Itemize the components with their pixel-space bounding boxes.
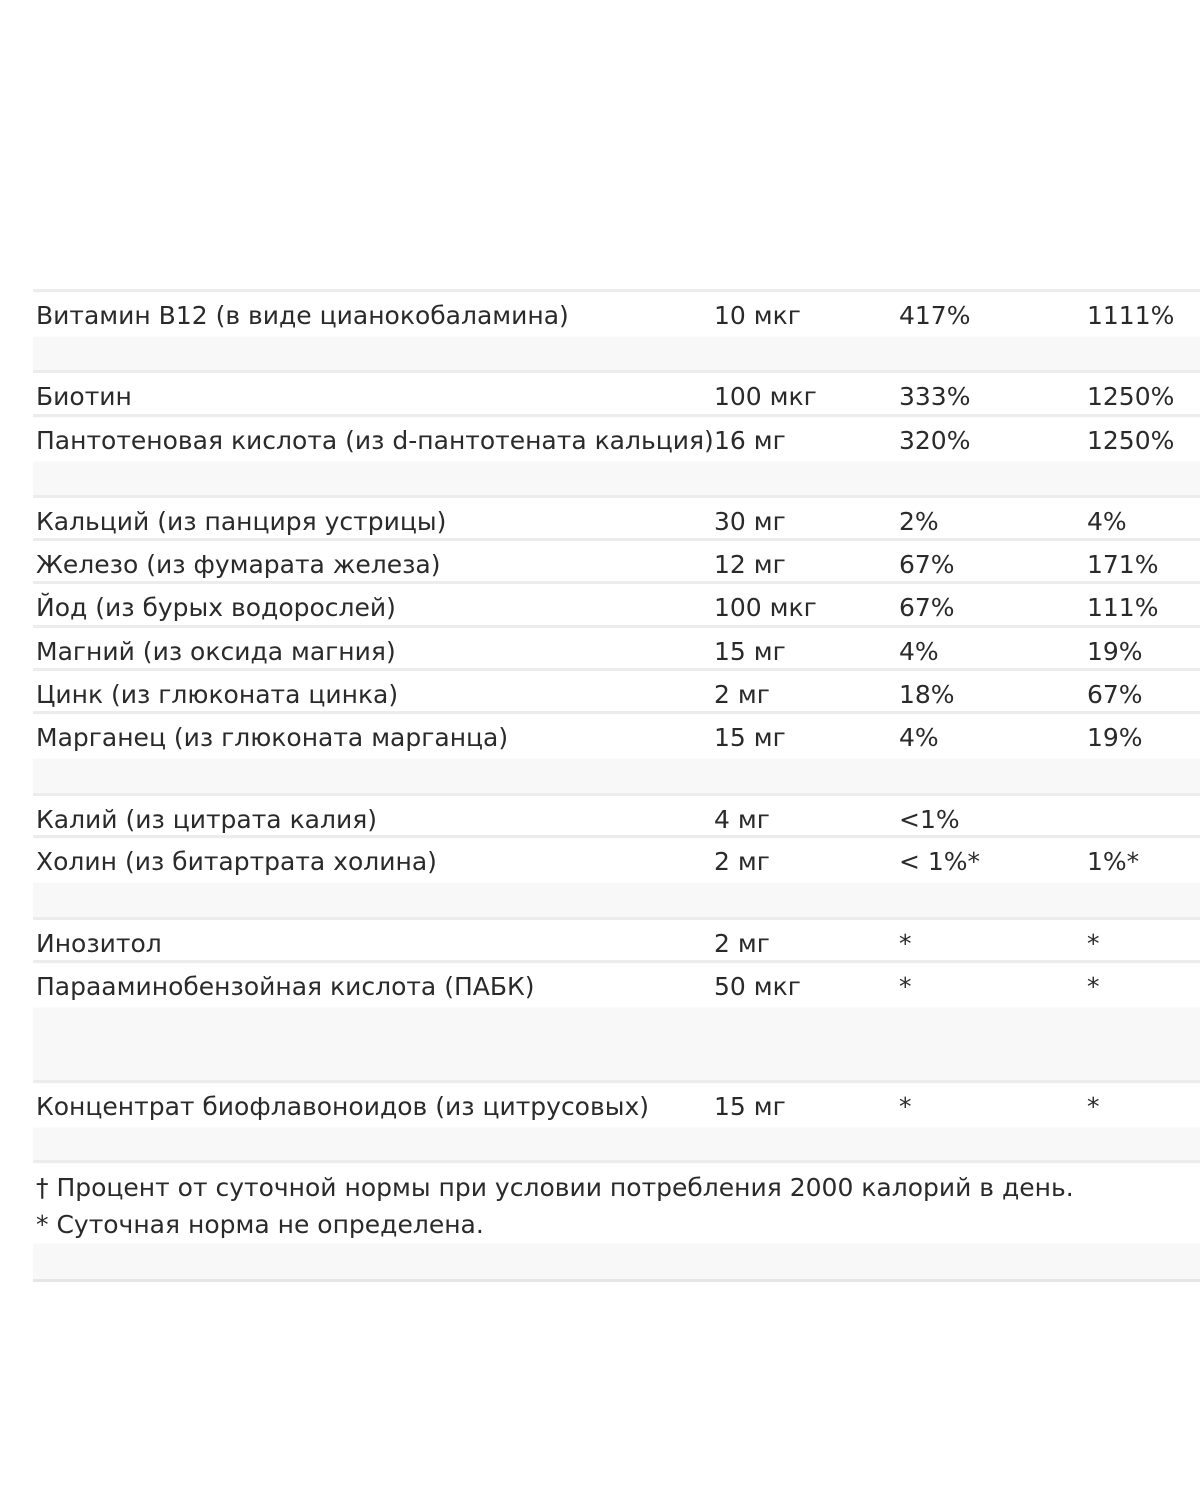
footnote-not-established: * Суточная норма не определена. — [36, 1210, 484, 1239]
table-row — [33, 583, 1200, 627]
table-row — [33, 962, 1200, 1082]
nutrient-amount: 15 мг — [710, 713, 894, 795]
daily-value-percent-alt: 67% — [1080, 670, 1200, 713]
table-row — [33, 627, 1200, 670]
footnotes — [33, 1162, 1200, 1283]
nutrient-amount: 4 мг — [710, 795, 894, 837]
nutrient-name: Кальций (из панциря устрицы) — [33, 497, 710, 540]
table-row — [33, 795, 1200, 837]
daily-value-percent-alt: 19% — [1080, 713, 1200, 795]
daily-value-percent-alt: 1111% — [1080, 291, 1200, 372]
daily-value-percent: <1% — [894, 795, 1080, 837]
nutrient-amount: 15 мг — [710, 1082, 894, 1162]
nutrient-amount: 12 мг — [710, 540, 894, 583]
daily-value-percent: 417% — [894, 291, 1080, 372]
daily-value-percent: 67% — [894, 583, 1080, 627]
table-row — [33, 540, 1200, 583]
table-row — [33, 919, 1200, 962]
daily-value-percent-alt: * — [1080, 1082, 1200, 1162]
daily-value-percent-alt: * — [1080, 919, 1200, 962]
nutrient-name: Железо (из фумарата железа) — [33, 540, 710, 583]
daily-value-percent-alt: 1250% — [1080, 372, 1200, 416]
nutrient-name: Пантотеновая кислота (из d-пантотената кальция) — [33, 416, 710, 497]
nutrient-amount: 2 мг — [710, 670, 894, 713]
nutrient-name: Холин (из битартрата холина) — [33, 837, 710, 919]
nutrient-amount: 100 мкг — [710, 583, 894, 627]
nutrient-name: Биотин — [33, 372, 710, 416]
nutrient-name: Парааминобензойная кислота (ПАБК) — [33, 962, 710, 1082]
nutrient-name: Йод (из бурых водорослей) — [33, 583, 710, 627]
table-row — [33, 497, 1200, 540]
daily-value-percent: 4% — [894, 713, 1080, 795]
nutrient-name: Концентрат биофлавоноидов (из цитрусовых) — [33, 1082, 710, 1162]
nutrient-amount: 10 мкг — [710, 291, 894, 372]
table-row — [33, 291, 1200, 372]
daily-value-percent: 2% — [894, 497, 1080, 540]
daily-value-percent: 4% — [894, 627, 1080, 670]
nutrient-amount: 2 мг — [710, 837, 894, 919]
nutrient-name: Цинк (из глюконата цинка) — [33, 670, 710, 713]
table-bottom-divider — [33, 1279, 1200, 1282]
nutrient-amount: 16 мг — [710, 416, 894, 497]
nutrient-amount: 100 мкг — [710, 372, 894, 416]
daily-value-percent-alt: 111% — [1080, 583, 1200, 627]
nutrient-amount: 50 мкг — [710, 962, 894, 1082]
daily-value-percent: 18% — [894, 670, 1080, 713]
daily-value-percent-alt: 171% — [1080, 540, 1200, 583]
nutrient-name: Магний (из оксида магния) — [33, 627, 710, 670]
daily-value-percent-alt: 4% — [1080, 497, 1200, 540]
nutrient-table — [33, 289, 1200, 1282]
daily-value-percent: < 1%* — [894, 837, 1080, 919]
daily-value-percent-alt: 19% — [1080, 627, 1200, 670]
daily-value-percent: 67% — [894, 540, 1080, 583]
nutrient-name: Инозитол — [33, 919, 710, 962]
footnotes-cell — [33, 1162, 1200, 1283]
daily-value-percent-alt: 1250% — [1080, 416, 1200, 497]
table-row — [33, 713, 1200, 795]
daily-value-percent-alt: * — [1080, 962, 1200, 1082]
daily-value-percent-alt — [1080, 795, 1200, 837]
nutrient-amount: 2 мг — [710, 919, 894, 962]
daily-value-percent: * — [894, 962, 1080, 1082]
table-row — [33, 670, 1200, 713]
daily-value-percent: * — [894, 1082, 1080, 1162]
nutrient-amount: 15 мг — [710, 627, 894, 670]
table-row — [33, 372, 1200, 416]
daily-value-percent: * — [894, 919, 1080, 962]
nutrient-name: Калий (из цитрата калия) — [33, 795, 710, 837]
table-row — [33, 837, 1200, 919]
table-row — [33, 416, 1200, 497]
daily-value-percent-alt: 1%* — [1080, 837, 1200, 919]
table-row — [33, 1082, 1200, 1162]
nutrient-amount: 30 мг — [710, 497, 894, 540]
footnote-daily-value: † Процент от суточной нормы при условии потребления 2000 калорий в день. — [36, 1173, 1074, 1202]
daily-value-percent: 333% — [894, 372, 1080, 416]
daily-value-percent: 320% — [894, 416, 1080, 497]
nutrient-name: Марганец (из глюконата марганца) — [33, 713, 710, 795]
nutrient-name: Витамин B12 (в виде цианокобаламина) — [33, 291, 710, 372]
supplement-facts-table — [33, 289, 1200, 1282]
